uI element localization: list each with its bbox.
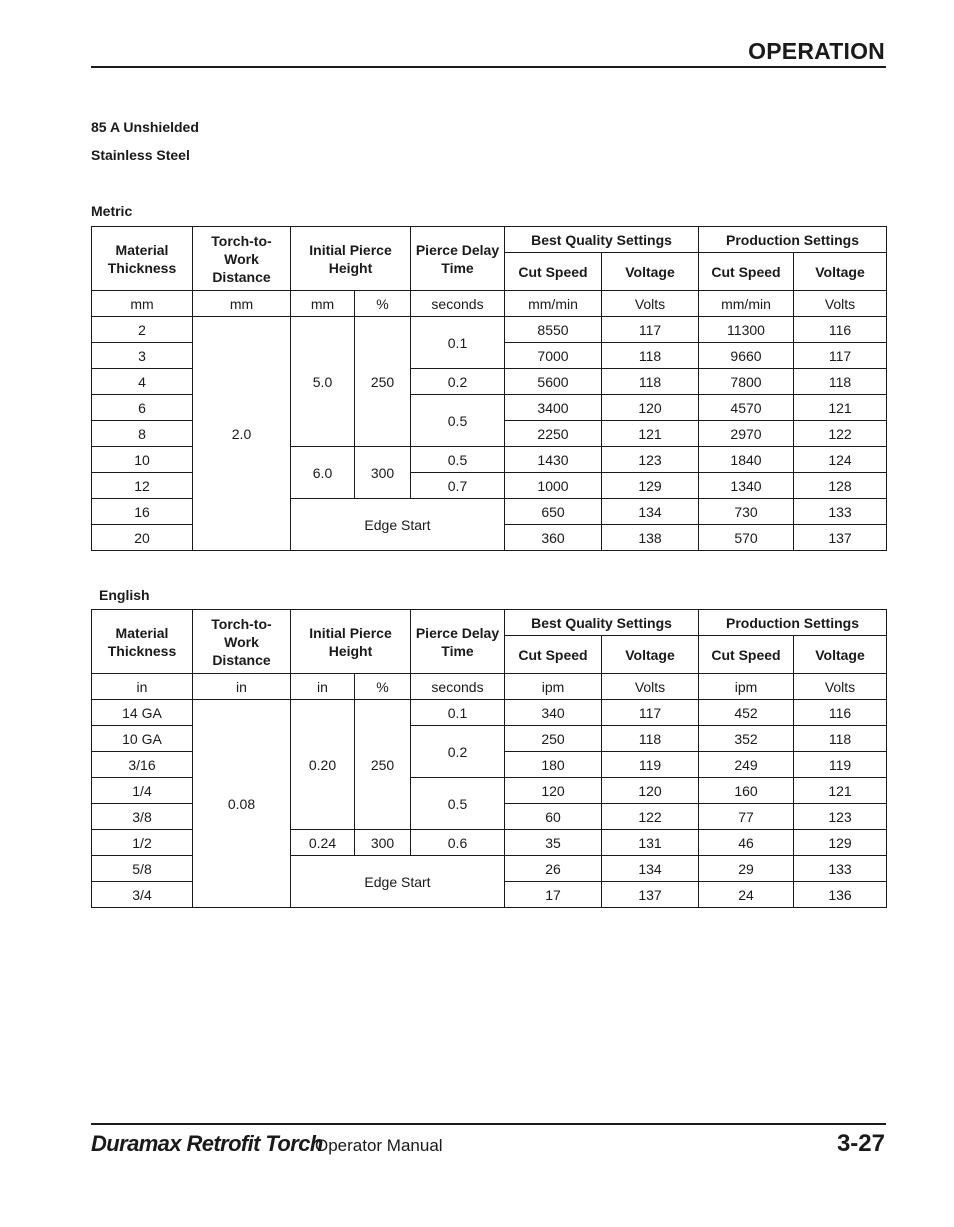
production-voltage-cell: 119 [794,752,887,778]
production-voltage-cell: 129 [794,830,887,856]
production-voltage-cell: 124 [794,447,887,473]
page-number: 3-27 [836,1130,885,1157]
unit-cell: mm/min [505,291,602,317]
pierce-delay-cell: 0.6 [411,830,505,856]
voltage-cell: 120 [602,395,699,421]
production-voltage-cell: 136 [794,882,887,908]
pierce-delay-cell: 0.2 [411,726,505,778]
edge-start-cell: Edge Start [291,499,505,551]
cut-speed-cell: 2250 [505,421,602,447]
voltage-cell: 137 [602,882,699,908]
voltage-cell: 138 [602,525,699,551]
production-voltage-cell: 116 [794,700,887,726]
voltage-cell: 119 [602,752,699,778]
voltage-cell: 123 [602,447,699,473]
production-speed-cell: 160 [699,778,794,804]
unit-cell: Volts [794,291,887,317]
unit-cell: Volts [602,291,699,317]
footer-manual-title: Operator Manual [315,1136,443,1155]
cut-speed-cell: 360 [505,525,602,551]
cut-speed-cell: 35 [505,830,602,856]
production-speed-cell: 452 [699,700,794,726]
voltage-header: Voltage [602,253,699,291]
production-speed-cell: 352 [699,726,794,752]
thickness-cell: 1/4 [92,778,193,804]
cut-speed-cell: 5600 [505,369,602,395]
title-amperage: 85 A Unshielded [91,119,199,135]
thickness-cell: 5/8 [92,856,193,882]
pierce-delay-cell: 0.7 [411,473,505,499]
torch-distance-header: Torch-to-Work Distance [193,610,291,674]
cut-speed-cell: 3400 [505,395,602,421]
thickness-cell: 2 [92,317,193,343]
voltage-header: Voltage [794,636,887,674]
production-voltage-cell: 122 [794,421,887,447]
cut-speed-cell: 340 [505,700,602,726]
production-speed-cell: 730 [699,499,794,525]
production-voltage-cell: 118 [794,369,887,395]
production-speed-cell: 77 [699,804,794,830]
pierce-delay-cell: 0.5 [411,447,505,473]
unit-cell: ipm [699,674,794,700]
unit-cell: in [92,674,193,700]
production-voltage-cell: 117 [794,343,887,369]
voltage-cell: 134 [602,499,699,525]
units-row [92,291,887,317]
production-voltage-cell: 121 [794,778,887,804]
production-voltage-cell: 128 [794,473,887,499]
pierce-delay-cell: 0.5 [411,395,505,447]
voltage-cell: 122 [602,804,699,830]
voltage-cell: 120 [602,778,699,804]
unit-cell: % [355,674,411,700]
unit-cell: mm/min [699,291,794,317]
pierce-delay-header: Pierce Delay Time [411,227,505,291]
torch-distance-cell: 2.0 [193,317,291,551]
thickness-cell: 16 [92,499,193,525]
thickness-cell: 14 GA [92,700,193,726]
cut-speed-cell: 1430 [505,447,602,473]
edge-start-cell: Edge Start [291,856,505,908]
production-voltage-cell: 133 [794,499,887,525]
cut-speed-header: Cut Speed [699,253,794,291]
material-thickness-header: Material Thickness [92,227,193,291]
cut-speed-cell: 17 [505,882,602,908]
production-speed-cell: 9660 [699,343,794,369]
cut-speed-header: Cut Speed [505,636,602,674]
production-header: Production Settings [699,227,887,253]
voltage-cell: 131 [602,830,699,856]
unit-cell: mm [193,291,291,317]
thickness-cell: 12 [92,473,193,499]
pierce-height-header: Initial Pierce Height [291,610,411,674]
unit-cell: ipm [505,674,602,700]
thickness-cell: 6 [92,395,193,421]
pierce-delay-cell: 0.5 [411,778,505,830]
voltage-cell: 117 [602,317,699,343]
cut-speed-header: Cut Speed [699,636,794,674]
cut-speed-cell: 26 [505,856,602,882]
production-voltage-cell: 137 [794,525,887,551]
production-speed-cell: 249 [699,752,794,778]
pierce-percent-cell: 250 [355,317,411,447]
thickness-cell: 3/8 [92,804,193,830]
pierce-delay-cell: 0.1 [411,700,505,726]
section-title: OPERATION [748,38,885,64]
pierce-percent-cell: 250 [355,700,411,830]
cut-speed-header: Cut Speed [505,253,602,291]
pierce-percent-cell: 300 [355,447,411,499]
thickness-cell: 8 [92,421,193,447]
thickness-cell: 3/4 [92,882,193,908]
torch-distance-cell: 0.08 [193,700,291,908]
header-divider [91,66,886,68]
voltage-cell: 118 [602,369,699,395]
production-header: Production Settings [699,610,887,636]
thickness-cell: 3/16 [92,752,193,778]
production-voltage-cell: 116 [794,317,887,343]
production-voltage-cell: 118 [794,726,887,752]
cut-speed-cell: 650 [505,499,602,525]
thickness-cell: 4 [92,369,193,395]
production-speed-cell: 1840 [699,447,794,473]
table-row [92,317,887,343]
production-speed-cell: 2970 [699,421,794,447]
voltage-cell: 118 [602,726,699,752]
pierce-percent-cell: 300 [355,830,411,856]
thickness-cell: 3 [92,343,193,369]
metric-label: Metric [91,203,133,219]
cut-speed-cell: 7000 [505,343,602,369]
unit-cell: in [193,674,291,700]
production-speed-cell: 1340 [699,473,794,499]
pierce-height-cell: 0.20 [291,700,355,830]
pierce-delay-cell: 0.1 [411,317,505,369]
cut-speed-cell: 120 [505,778,602,804]
production-speed-cell: 29 [699,856,794,882]
footer-brand: Duramax Retrofit Torch [91,1131,323,1156]
metric-table [91,226,887,551]
table-row [92,700,887,726]
english-table [91,609,887,908]
production-voltage-cell: 133 [794,856,887,882]
cut-speed-cell: 250 [505,726,602,752]
production-speed-cell: 7800 [699,369,794,395]
title-material: Stainless Steel [91,147,190,163]
pierce-height-cell: 5.0 [291,317,355,447]
best-quality-header: Best Quality Settings [505,227,699,253]
voltage-cell: 118 [602,343,699,369]
production-voltage-cell: 123 [794,804,887,830]
torch-distance-header: Torch-to-Work Distance [193,227,291,291]
pierce-height-cell: 0.24 [291,830,355,856]
unit-cell: seconds [411,674,505,700]
voltage-cell: 117 [602,700,699,726]
pierce-delay-cell: 0.2 [411,369,505,395]
unit-cell: Volts [602,674,699,700]
production-speed-cell: 46 [699,830,794,856]
voltage-header: Voltage [794,253,887,291]
unit-cell: seconds [411,291,505,317]
voltage-header: Voltage [602,636,699,674]
production-speed-cell: 570 [699,525,794,551]
voltage-cell: 121 [602,421,699,447]
cut-speed-cell: 180 [505,752,602,778]
unit-cell: mm [92,291,193,317]
cut-speed-cell: 60 [505,804,602,830]
thickness-cell: 10 GA [92,726,193,752]
material-thickness-header: Material Thickness [92,610,193,674]
english-label: English [99,587,150,603]
production-speed-cell: 4570 [699,395,794,421]
units-row [92,674,887,700]
best-quality-header: Best Quality Settings [505,610,699,636]
pierce-delay-header: Pierce Delay Time [411,610,505,674]
production-speed-cell: 24 [699,882,794,908]
thickness-cell: 1/2 [92,830,193,856]
pierce-height-cell: 6.0 [291,447,355,499]
pierce-height-header: Initial Pierce Height [291,227,411,291]
thickness-cell: 20 [92,525,193,551]
cut-speed-cell: 1000 [505,473,602,499]
unit-cell: in [291,674,355,700]
thickness-cell: 10 [92,447,193,473]
unit-cell: % [355,291,411,317]
production-voltage-cell: 121 [794,395,887,421]
production-speed-cell: 11300 [699,317,794,343]
voltage-cell: 129 [602,473,699,499]
unit-cell: Volts [794,674,887,700]
voltage-cell: 134 [602,856,699,882]
footer-divider [91,1123,886,1125]
cut-speed-cell: 8550 [505,317,602,343]
unit-cell: mm [291,291,355,317]
